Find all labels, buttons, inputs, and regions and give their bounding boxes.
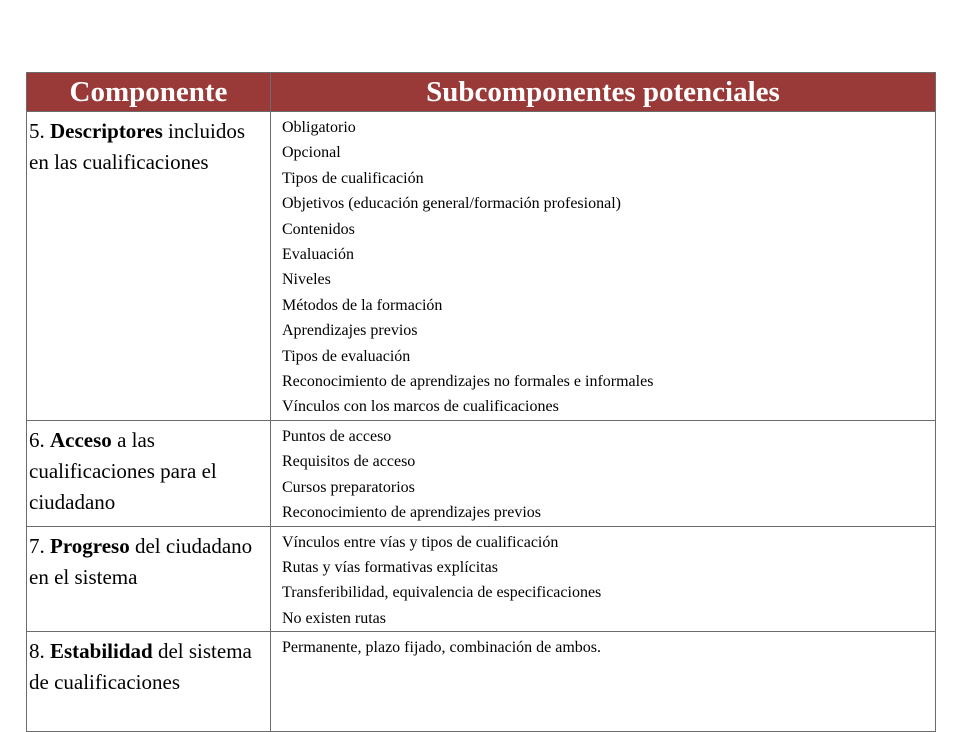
component-number: 7. bbox=[29, 533, 45, 558]
subcomponent-item: Métodos de la formación bbox=[282, 296, 443, 314]
table-row bbox=[27, 632, 936, 732]
subcomponent-item: Reconocimiento de aprendizajes no formales e informales bbox=[282, 373, 654, 391]
table-row bbox=[27, 420, 936, 526]
header-subcomponentes: Subcomponentes potenciales bbox=[271, 73, 936, 112]
subcomponent-item: Tipos de cualificación bbox=[282, 169, 424, 187]
subcomponent-item: Rutas y vías formativas explícitas bbox=[282, 558, 498, 576]
component-keyword: Acceso bbox=[50, 427, 112, 452]
table-header-row bbox=[27, 73, 936, 112]
table-row bbox=[27, 526, 936, 632]
subcomponent-item: Aprendizajes previos bbox=[282, 322, 418, 340]
subcomponent-item: Requisitos de acceso bbox=[282, 453, 416, 471]
component-keyword: Estabilidad bbox=[50, 639, 153, 664]
subcomponents-cell bbox=[271, 420, 936, 526]
subcomponent-item: Tipos de evaluación bbox=[282, 347, 411, 365]
subcomponents-cell bbox=[271, 112, 936, 421]
subcomponent-item: Vínculos entre vías y tipos de cualificación bbox=[282, 533, 559, 551]
component-description: del ciudadano en el sistema bbox=[29, 533, 253, 589]
component-keyword: Descriptores bbox=[50, 119, 163, 143]
component-description: a las cualificaciones para el ciudadano bbox=[29, 427, 217, 514]
subcomponent-item: Transferibilidad, equivalencia de especificaciones bbox=[282, 584, 602, 602]
component-cell bbox=[27, 112, 271, 421]
subcomponent-item: Reconocimiento de aprendizajes previos bbox=[282, 504, 542, 522]
component-description: del sistema de cualificaciones bbox=[29, 639, 252, 695]
component-cell bbox=[27, 632, 271, 732]
subcomponent-item: Objetivos (educación general/formación profesional) bbox=[282, 195, 621, 213]
subcomponent-item: Niveles bbox=[282, 271, 331, 289]
component-number: 8. bbox=[29, 639, 45, 664]
subcomponent-item: Cursos preparatorios bbox=[282, 478, 415, 496]
subcomponent-item: Puntos de acceso bbox=[282, 427, 392, 445]
subcomponents-cell bbox=[271, 526, 936, 632]
component-cell bbox=[27, 526, 271, 632]
component-keyword: Progreso bbox=[50, 533, 130, 558]
subcomponent-item: Opcional bbox=[282, 144, 341, 162]
subcomponent-item: Vínculos con los marcos de cualificaciones bbox=[282, 398, 559, 416]
subcomponent-item: Evaluación bbox=[282, 246, 354, 264]
subcomponent-item: Obligatorio bbox=[282, 119, 356, 136]
component-cell bbox=[27, 420, 271, 526]
component-description: incluidos en las cualificaciones bbox=[29, 119, 245, 174]
components-table-container bbox=[26, 72, 935, 732]
component-number: 5. bbox=[29, 119, 45, 143]
table-row bbox=[27, 112, 936, 421]
subcomponent-item: No existen rutas bbox=[282, 609, 386, 627]
components-table bbox=[26, 72, 936, 732]
subcomponent-item: Permanente, plazo fijado, combinación de ambos. bbox=[282, 639, 602, 657]
subcomponents-cell bbox=[271, 632, 936, 732]
header-componente: Componente bbox=[27, 73, 271, 112]
component-number: 6. bbox=[29, 427, 45, 452]
subcomponent-item: Contenidos bbox=[282, 220, 355, 238]
